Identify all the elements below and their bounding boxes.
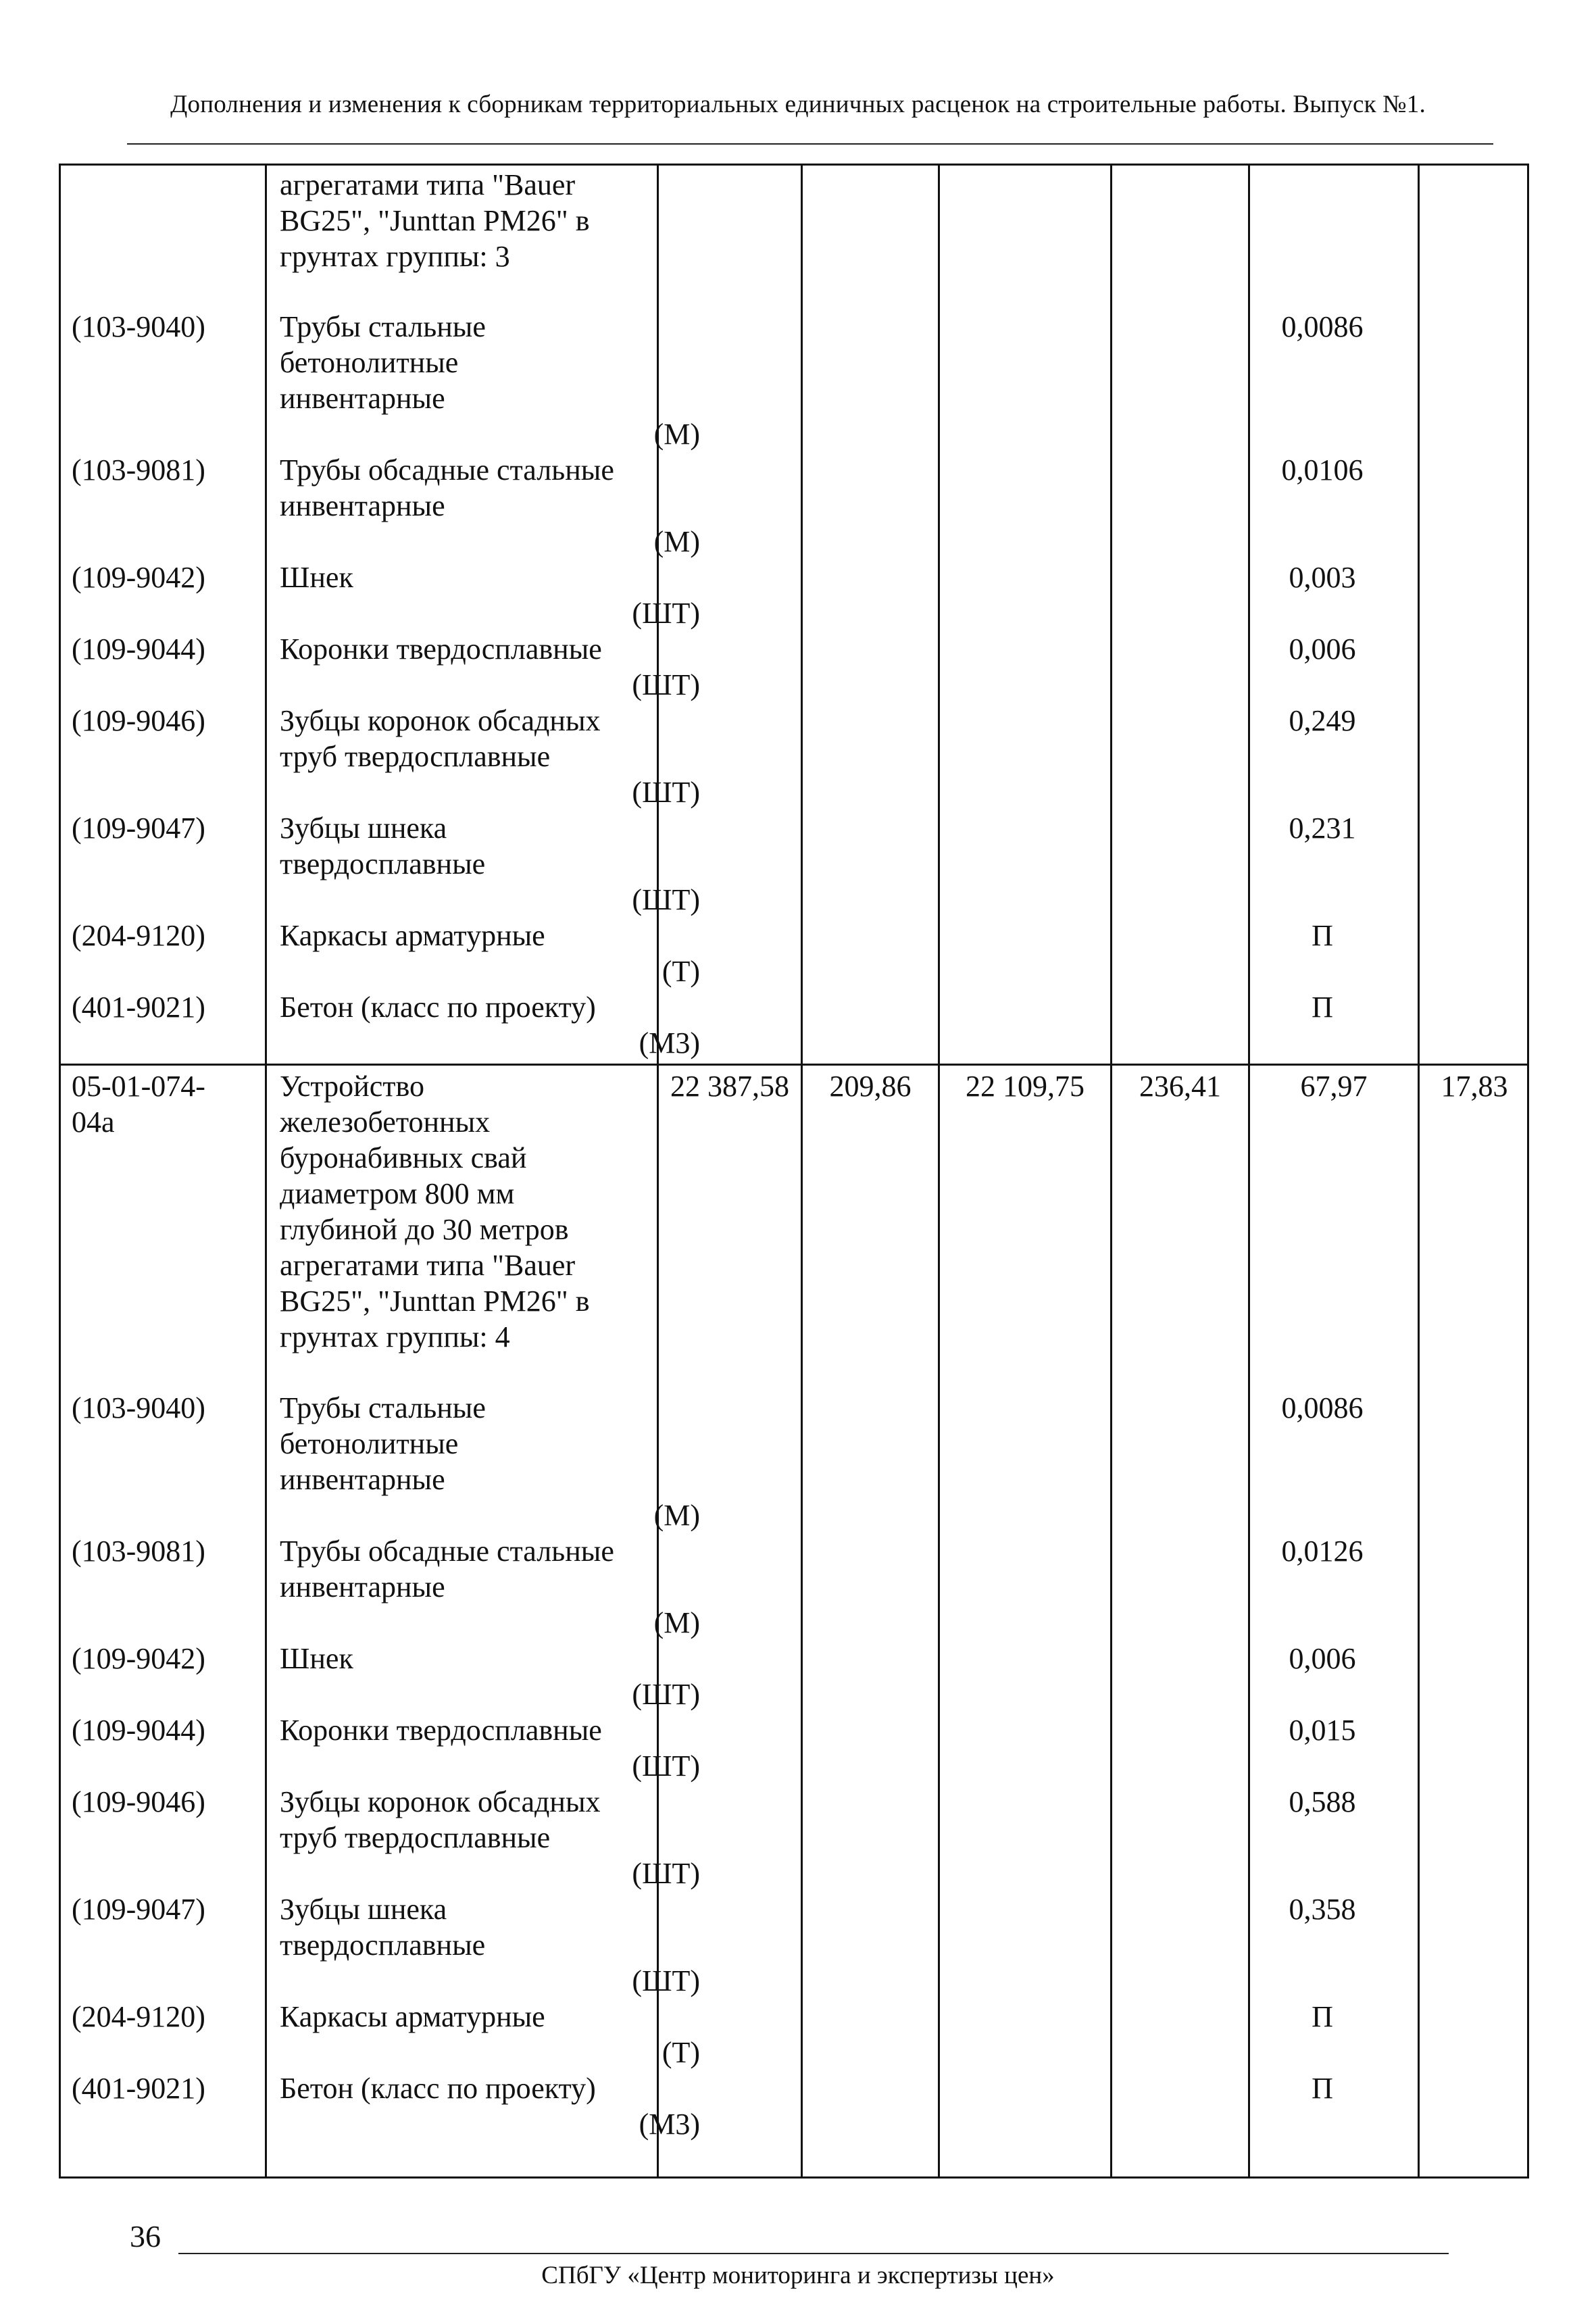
- rate-description: Устройство железобетонных буронабивных свай диаметром 800 мм глубиной до 30 метров агрегатами типа "Bauer BG25", "Junttan PM26" в грунтах группы: 4: [280, 1070, 590, 1353]
- resource-code: (401-9021): [72, 2072, 205, 2105]
- resource-code: (204-9120): [72, 2000, 205, 2033]
- resource-name: Шнек: [280, 561, 353, 594]
- machine-cost-value: 22 109,75: [966, 1070, 1084, 1103]
- resource-name: Трубы стальные бетонолитные инвентарные: [280, 1391, 486, 1496]
- operator-wage-value: 236,41: [1139, 1070, 1221, 1103]
- resource-name: Бетон (класс по проекту): [280, 991, 596, 1024]
- resource-norm: 0,0106: [1281, 453, 1364, 487]
- resource-name: Каркасы арматурные: [280, 2000, 545, 2033]
- page-header: Дополнения и изменения к сборникам территориальных единичных расценок на строительные работы. Выпуск №1.: [170, 91, 1426, 118]
- resource-code: (109-9047): [72, 812, 205, 845]
- resource-code: (109-9042): [72, 561, 205, 594]
- resource-norm: П: [1312, 2000, 1333, 2033]
- resource-name: Каркасы арматурные: [280, 919, 545, 952]
- resource-unit: (ШТ): [632, 1964, 700, 1997]
- column-divider: [1110, 166, 1112, 2176]
- resource-code: (109-9047): [72, 1893, 205, 1926]
- row-divider: [61, 1064, 1527, 1066]
- resource-unit: (М): [653, 1606, 700, 1639]
- resource-norm: 0,0126: [1281, 1535, 1364, 1568]
- resource-norm: 0,231: [1289, 812, 1356, 845]
- resource-name: Трубы стальные бетонолитные инвентарные: [280, 310, 486, 415]
- header-rule: [127, 143, 1493, 145]
- direct-cost-value: 22 387,58: [670, 1070, 789, 1103]
- resource-unit: (М): [653, 525, 700, 558]
- resource-unit: (Т): [662, 955, 700, 988]
- resource-code: (103-9081): [72, 1535, 205, 1568]
- resource-code: (109-9046): [72, 1785, 205, 1818]
- resource-name: Шнек: [280, 1642, 353, 1675]
- resource-name: Трубы обсадные стальные инвентарные: [280, 453, 614, 522]
- rate-code: 05-01-074- 04а: [72, 1070, 205, 1139]
- resource-code: (109-9044): [72, 1714, 205, 1747]
- resource-code: (109-9042): [72, 1642, 205, 1675]
- resource-norm: 0,588: [1289, 1785, 1356, 1818]
- column-divider: [938, 166, 940, 2176]
- footer-organization: СПбГУ «Центр мониторинга и экспертизы цен»: [541, 2262, 1055, 2289]
- rates-table: [59, 164, 1529, 2179]
- resource-unit: (ШТ): [632, 1749, 700, 1783]
- resource-unit: (ШТ): [632, 597, 700, 630]
- resource-name: Трубы обсадные стальные инвентарные: [280, 1535, 614, 1603]
- resource-code: (204-9120): [72, 919, 205, 952]
- column-divider: [801, 166, 803, 2176]
- resource-unit: (М): [653, 418, 700, 451]
- resource-unit: (ШТ): [632, 776, 700, 809]
- resource-norm: 0,006: [1289, 632, 1356, 666]
- page-number: 36: [130, 2219, 161, 2254]
- resource-code: (103-9040): [72, 310, 205, 343]
- resource-unit: (М3): [639, 1026, 700, 1060]
- resource-norm: П: [1312, 991, 1333, 1024]
- resource-unit: (М3): [639, 2108, 700, 2141]
- resource-norm: П: [1312, 2072, 1333, 2105]
- resource-name: Зубцы коронок обсадных труб твердосплавные: [280, 704, 601, 773]
- resource-unit: (Т): [662, 2036, 700, 2069]
- resource-name: Коронки твердосплавные: [280, 1714, 602, 1747]
- resource-code: (103-9081): [72, 453, 205, 487]
- footer-rule: [178, 2253, 1449, 2254]
- resource-code: (109-9046): [72, 704, 205, 737]
- resource-unit: (ШТ): [632, 1857, 700, 1890]
- column-divider: [1418, 166, 1420, 2176]
- resource-name: Зубцы шнека твердосплавные: [280, 812, 486, 880]
- resource-name: Бетон (класс по проекту): [280, 2072, 596, 2105]
- material-cost-value: 67,97: [1300, 1070, 1368, 1103]
- resource-code: (401-9021): [72, 991, 205, 1024]
- resource-norm: 0,358: [1289, 1893, 1356, 1926]
- labor-hours-value: 17,83: [1441, 1070, 1508, 1103]
- item-description: агрегатами типа "Bauer BG25", "Junttan PM26" в грунтах группы: 3: [280, 168, 590, 273]
- resource-norm: 0,0086: [1281, 1391, 1364, 1424]
- resource-norm: П: [1312, 919, 1333, 952]
- resource-code: (109-9044): [72, 632, 205, 666]
- resource-norm: 0,0086: [1281, 310, 1364, 343]
- resource-unit: (М): [653, 1499, 700, 1532]
- column-divider: [265, 166, 267, 2176]
- resource-unit: (ШТ): [632, 1678, 700, 1711]
- resource-unit: (ШТ): [632, 883, 700, 916]
- resource-code: (103-9040): [72, 1391, 205, 1424]
- resource-unit: (ШТ): [632, 668, 700, 701]
- resource-norm: 0,003: [1289, 561, 1356, 594]
- labor-cost-value: 209,86: [829, 1070, 912, 1103]
- resource-name: Зубцы шнека твердосплавные: [280, 1893, 486, 1962]
- resource-norm: 0,006: [1289, 1642, 1356, 1675]
- resource-norm: 0,015: [1289, 1714, 1356, 1747]
- resource-name: Коронки твердосплавные: [280, 632, 602, 666]
- resource-norm: 0,249: [1289, 704, 1356, 737]
- resource-name: Зубцы коронок обсадных труб твердосплавные: [280, 1785, 601, 1854]
